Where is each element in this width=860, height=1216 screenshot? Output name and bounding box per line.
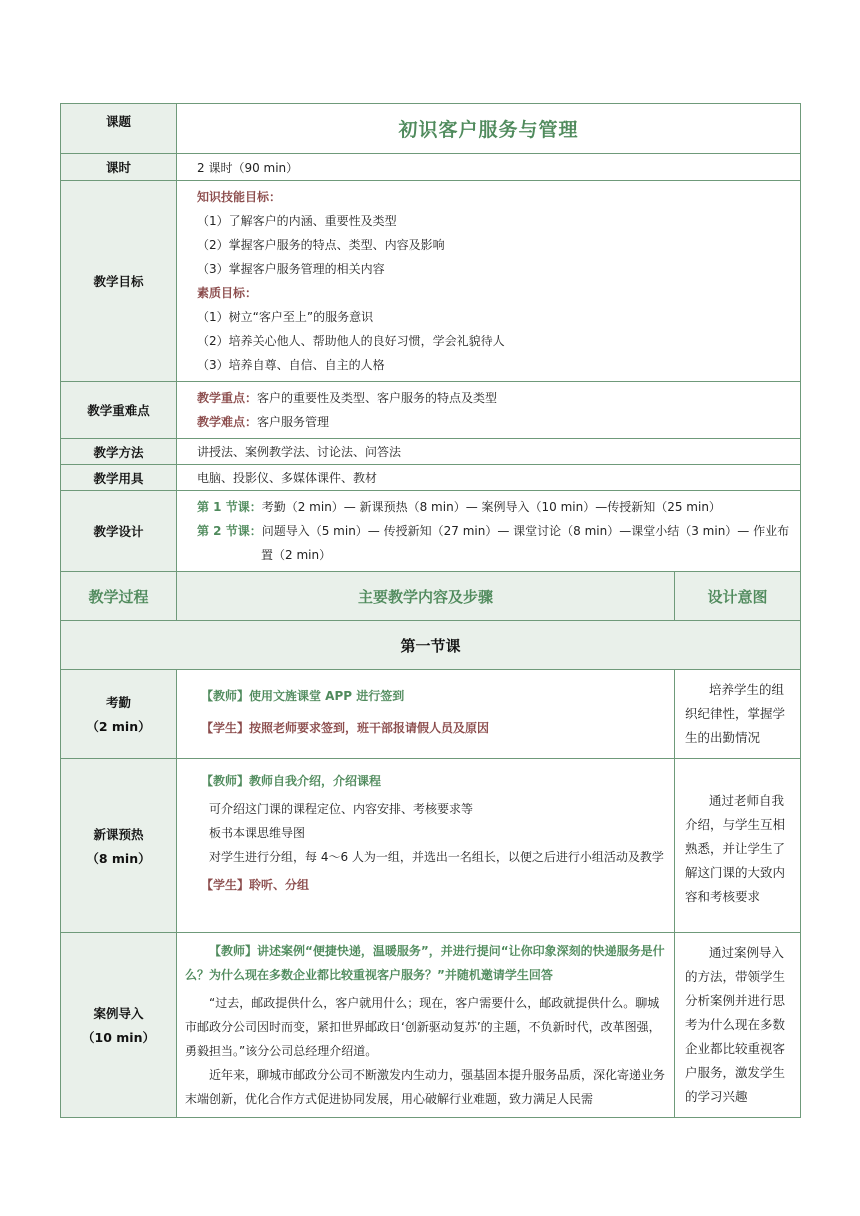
attendance-content: [177, 670, 675, 759]
knowledge-item: （3）掌握客户服务管理的相关内容: [197, 262, 385, 276]
focus-title: 教学重点：: [197, 391, 258, 405]
design-label: 教学设计: [61, 491, 177, 572]
course-label: 课题: [61, 104, 177, 154]
knowledge-item: （2）掌握客户服务的特点、类型、内容及影响: [197, 238, 445, 252]
lesson2-text: 问题导入（5 min）— 传授新知（27 min）— 课堂讨论（8 min）—课堂小结（3 min）— 作业布置（2 min）: [261, 524, 790, 562]
case-paragraph: “过去，邮政提供什么，客户就用什么；现在，客户需要什么，邮政就提供什么。聊城市邮政分公司因时而变，紧扣世界邮政日‘创新驱动复苏’的主题，不负新时代，改革图强，勇毅担当。”该分公司总经理介绍道。: [185, 996, 661, 1058]
warmup-teacher: 【教师】教师自我介绍，介绍课程: [201, 774, 382, 788]
lesson1-title: 第 1 节课：: [197, 500, 262, 514]
quality-item: （3）培养自尊、自信、自主的人格: [197, 358, 385, 372]
design-content: [177, 491, 801, 572]
warmup-line: 对学生进行分组，每 4～6 人为一组，并选出一名组长，以便之后进行小组活动及教学: [209, 850, 664, 864]
tools-label: 教学用具: [61, 465, 177, 491]
hours-value: 2 课时（90 min）: [177, 154, 801, 181]
keypoints-label: 教学重难点: [61, 382, 177, 439]
lesson1-text: 考勤（2 min）— 新课预热（8 min）— 案例导入（10 min）—传授新知（25 min）: [261, 500, 721, 514]
warmup-label: 新课预热 （8 min）: [61, 759, 177, 933]
difficulty-title: 教学难点：: [197, 415, 258, 429]
lesson2-title: 第 2 节课：: [197, 524, 262, 538]
methods-value: 讲授法、案例教学法、讨论法、问答法: [177, 439, 801, 465]
quality-item: （1）树立“客户至上”的服务意识: [197, 310, 374, 324]
course-title: 初识客户服务与管理: [177, 104, 801, 154]
attendance-time: （2 min）: [86, 719, 151, 734]
case-intent: 通过案例导入的方法，带领学生分析案例并进行思考为什么现在多数企业都比较重视客户服务，激发学生的学习兴趣: [675, 933, 801, 1118]
case-label: 案例导入 （10 min）: [61, 933, 177, 1118]
quality-title: 素质目标：: [197, 286, 258, 300]
case-teacher: 【教师】讲述案例“便捷快递，温暖服务”，并进行提问“让你印象深刻的快递服务是什么？为什么现在多数企业都比较重视客户服务？”并随机邀请学生回答: [185, 944, 665, 982]
difficulty-text: 客户服务管理: [257, 415, 330, 429]
knowledge-title: 知识技能目标：: [197, 190, 282, 204]
focus-text: 客户的重要性及类型、客户服务的特点及类型: [257, 391, 498, 405]
case-content: [177, 933, 675, 1118]
intent-header: 设计意图: [675, 572, 801, 621]
tools-value: 电脑、投影仪、多媒体课件、教材: [177, 465, 801, 491]
knowledge-item: （1）了解客户的内涵、重要性及类型: [197, 214, 397, 228]
objectives-label: 教学目标: [61, 181, 177, 382]
attendance-label: 考勤 （2 min）: [61, 670, 177, 759]
warmup-content: [177, 759, 675, 933]
quality-item: （2）培养关心他人、帮助他人的良好习惯，学会礼貌待人: [197, 334, 505, 348]
warmup-student: 【学生】聆听、分组: [201, 878, 310, 892]
warmup-time: （8 min）: [86, 850, 151, 866]
attendance-teacher: 【教师】使用文旌课堂 APP 进行签到: [201, 689, 405, 703]
objectives-content: [177, 181, 801, 382]
case-time: （10 min）: [82, 1030, 155, 1045]
section-title: 第一节课: [61, 621, 801, 670]
attendance-intent: 培养学生的组织纪律性，掌握学生的出勤情况: [675, 670, 801, 759]
warmup-intent: 通过老师自我介绍，与学生互相熟悉，并让学生了解这门课的大致内容和考核要求: [675, 759, 801, 933]
warmup-line: 板书本课思维导图: [209, 826, 306, 840]
case-paragraph: 近年来，聊城市邮政分公司不断激发内生动力，强基固本提升服务品质，深化寄递业务末端创新，优化合作方式促进协同发展，用心破解行业难题，致力满足人民需: [185, 1068, 666, 1106]
keypoints-content: [177, 382, 801, 439]
lesson-plan-table: [60, 103, 801, 1118]
attendance-student: 【学生】按照老师要求签到，班干部报请假人员及原因: [201, 721, 490, 735]
warmup-line: 可介绍这门课的课程定位、内容安排、考核要求等: [209, 802, 474, 816]
methods-label: 教学方法: [61, 439, 177, 465]
hours-label: 课时: [61, 154, 177, 181]
process-header: 教学过程: [61, 572, 177, 621]
content-header: 主要教学内容及步骤: [177, 572, 675, 621]
